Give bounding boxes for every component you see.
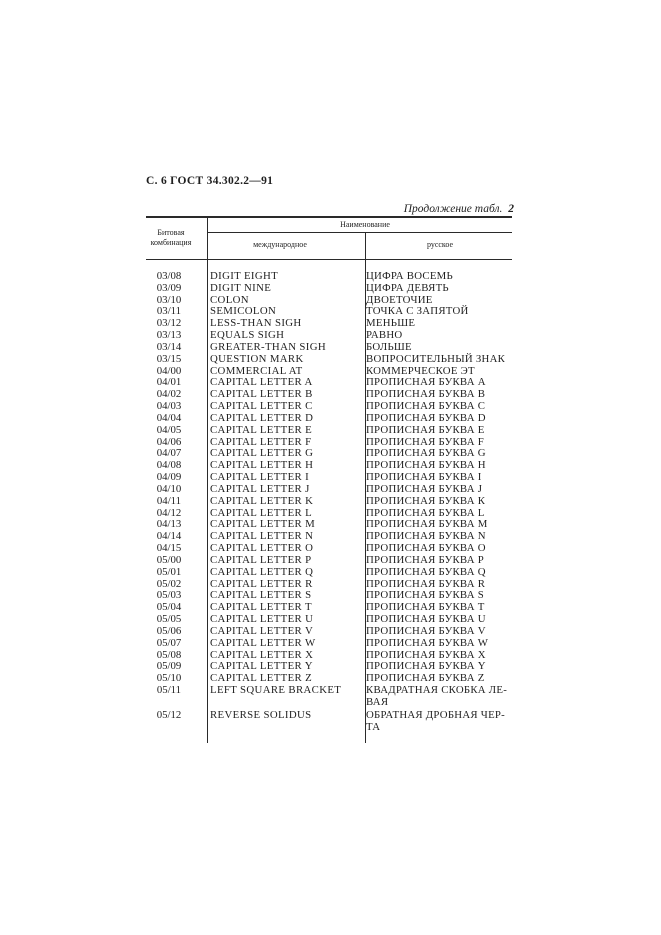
bit-combination-cell: 04/02 [156,388,182,401]
bit-combination-cell: 05/10 [156,672,182,685]
russian-name-cell: ПРОПИСНАЯ БУКВА С [366,400,486,413]
russian-name-cell: ТОЧКА С ЗАПЯТОЙ [366,305,469,318]
table-row [140,507,520,519]
bit-combination-cell: 04/01 [156,376,182,389]
bit-combination-cell: 04/15 [156,542,182,555]
table-row [140,459,520,471]
table-row [140,483,520,495]
bit-combination-cell: 04/05 [156,423,182,436]
russian-name-cell: ОБРАТНАЯ ДРОБНАЯ ЧЕР- [366,709,506,722]
international-name-cell: CAPITAL LETTER Q [210,565,314,578]
international-name-cell: CAPITAL LETTER N [210,530,314,543]
russian-name-cell: ЦИФРА ДЕВЯТЬ [366,281,449,294]
international-name-cell: CAPITAL LETTER Z [210,672,313,685]
russian-name-cell: ПРОПИСНАЯ БУКВА G [366,447,486,460]
international-name-cell: COMMERCIAL AT [210,364,303,377]
bit-combination-cell: 03/12 [156,317,182,330]
russian-name-cell: ПРОПИСНАЯ БУКВА R [366,577,486,590]
table-row [140,317,520,329]
table-row [140,412,520,424]
international-name-cell: CAPITAL LETTER G [210,447,314,460]
international-name-cell: CAPITAL LETTER S [210,589,312,602]
russian-name-cell: ПРОПИСНАЯ БУКВА Н [366,459,486,472]
international-name-cell: LESS-THAN SIGH [210,317,302,330]
russian-name-cell: ПРОПИСНАЯ БУКВА S [366,589,484,602]
russian-name-cell: ПРОПИСНАЯ БУКВА О [366,542,486,555]
bit-combination-cell: 04/14 [156,530,182,543]
bit-combination-cell: 03/15 [156,352,182,365]
table-caption [404,203,514,215]
bit-combination-cell: 05/08 [156,648,182,661]
table-row [140,424,520,436]
table-row [140,270,520,282]
bit-combination-cell: 03/11 [156,305,182,318]
bit-combination-cell: 05/07 [156,636,182,649]
table-row [140,709,520,721]
russian-name-cell: ПРОПИСНАЯ БУКВА V [366,624,486,637]
russian-name-cell: ПРОПИСНАЯ БУКВА Т [366,601,485,614]
table-row [140,542,520,554]
russian-name-cell: ПРОПИСНАЯ БУКВА Х [366,648,486,661]
russian-name-cell: ПРОПИСНАЯ БУКВА М [366,518,488,531]
international-name-cell: DIGIT EIGHT [210,270,279,282]
header-russian: русское [426,240,454,249]
table-row [140,329,520,341]
russian-name-cell: РАВНО [366,329,403,342]
table-row [140,530,520,542]
international-name-cell: LEFT SQUARE BRACKET [210,684,342,697]
table-row [140,376,520,388]
bit-combination-cell: 05/05 [156,613,182,626]
table-row-continuation [140,696,520,708]
international-name-cell: CAPITAL LETTER M [210,518,316,531]
international-name-cell: CAPITAL LETTER T [210,601,312,614]
russian-name-cell: ПРОПИСНАЯ БУКВА К [366,494,486,507]
russian-name-cell-continued: ВАЯ [366,695,389,708]
russian-name-cell: ЦИФРА ВОСЕМЬ [366,270,453,282]
table-row [140,649,520,661]
table-row [140,400,520,412]
table-caption-text: Продолжение табл. [403,203,503,215]
table-row [140,518,520,530]
table-row [140,566,520,578]
international-name-cell: CAPITAL LETTER K [210,494,314,507]
table-top-rule [146,216,512,218]
bit-combination-cell: 05/01 [156,565,182,578]
international-name-cell: CAPITAL LETTER J [210,482,310,495]
russian-name-cell: ПРОПИСНАЯ БУКВА D [366,411,486,424]
international-name-cell: CAPITAL LETTER H [210,459,314,472]
bit-combination-cell: 04/10 [156,482,182,495]
bit-combination-cell: 05/03 [156,589,182,602]
table-caption-number: 2 [508,203,514,215]
international-name-cell: CAPITAL LETTER L [210,506,313,519]
international-name-cell: CAPITAL LETTER A [210,376,313,389]
international-name-cell: CAPITAL LETTER E [210,423,313,436]
table-row [140,578,520,590]
bit-combination-cell: 05/11 [156,684,182,697]
russian-name-cell: ПРОПИСНАЯ БУКВА F [366,435,484,448]
table-row [140,684,520,696]
russian-name-cell: ПРОПИСНАЯ БУКВА W [366,636,489,649]
table-row [140,365,520,377]
russian-name-cell-continued: ТА [366,721,381,734]
international-name-cell: EQUALS SIGH [210,329,285,342]
international-name-cell: REVERSE SOLIDUS [210,709,312,722]
russian-name-cell: ДВОЕТОЧИЕ [366,293,433,306]
table-row [140,613,520,625]
table-row [140,660,520,672]
russian-name-cell: ПРОПИСНАЯ БУКВА I [366,471,482,484]
table-row [140,294,520,306]
russian-name-cell: КВАДРАТНАЯ СКОБКА ЛЕ- [366,684,508,697]
table-row [140,625,520,637]
table-row [140,447,520,459]
russian-name-cell: ПРОПИСНАЯ БУКВА Р [366,553,484,566]
table-row [140,388,520,400]
bit-combination-cell: 03/14 [156,340,182,353]
russian-name-cell: ПРОПИСНАЯ БУКВА А [366,376,486,389]
header-name-group: Наименование [340,220,390,229]
bit-combination-cell: 05/04 [156,601,182,614]
bit-combination-cell: 04/06 [156,435,182,448]
international-name-cell: CAPITAL LETTER V [210,624,314,637]
header-bit-combination: Битовая комбинация [150,228,192,247]
russian-name-cell: ВОПРОСИТЕЛЬНЫЙ ЗНАК [366,352,506,365]
russian-name-cell: ПРОПИСНАЯ БУКВА L [366,506,485,519]
russian-name-cell: ПРОПИСНАЯ БУКВА Е [366,423,485,436]
bit-combination-cell: 04/09 [156,471,182,484]
international-name-cell: QUESTION MARK [210,352,304,365]
russian-name-cell: ПРОПИСНАЯ БУКВА N [366,530,486,543]
table-row [140,341,520,353]
table-row [140,672,520,684]
international-name-cell: CAPITAL LETTER O [210,542,314,555]
international-name-cell: GREATER-THAN SIGH [210,340,327,353]
bit-combination-cell: 03/09 [156,281,182,294]
table-row [140,305,520,317]
russian-name-cell: ПРОПИСНАЯ БУКВА U [366,613,486,626]
russian-name-cell: КОММЕРЧЕСКОЕ ЭТ [366,364,475,377]
international-name-cell: CAPITAL LETTER U [210,613,314,626]
international-name-cell: CAPITAL LETTER B [210,388,313,401]
international-name-cell: SEMICOLON [210,305,277,318]
table-row-continuation [140,721,520,733]
international-name-cell: CAPITAL LETTER R [210,577,313,590]
header-bottom-rule [146,259,512,260]
international-name-cell: COLON [210,293,249,306]
table-row [140,554,520,566]
bit-combination-cell: 04/00 [156,364,182,377]
bit-combination-cell: 04/11 [156,494,182,507]
russian-name-cell: ПРОПИСНАЯ БУКВА Q [366,565,486,578]
russian-name-cell: БОЛЬШЕ [366,340,412,353]
table-row [140,471,520,483]
bit-combination-cell: 05/06 [156,624,182,637]
international-name-cell: CAPITAL LETTER W [210,636,316,649]
table-row [140,637,520,649]
bit-combination-cell: 03/08 [156,270,182,282]
bit-combination-cell: 03/10 [156,293,182,306]
header-international: международное [253,240,307,249]
russian-name-cell: ПРОПИСНАЯ БУКВА В [366,388,486,401]
bit-combination-cell: 05/02 [156,577,182,590]
table-row [140,353,520,365]
table-row [140,436,520,448]
international-name-cell: CAPITAL LETTER F [210,435,312,448]
table-row [140,601,520,613]
international-name-cell: DIGIT NINE [210,281,272,294]
international-name-cell: CAPITAL LETTER P [210,553,312,566]
table-row [140,589,520,601]
bit-combination-cell: 04/07 [156,447,182,460]
international-name-cell: CAPITAL LETTER C [210,400,313,413]
international-name-cell: CAPITAL LETTER D [210,411,314,424]
bit-combination-cell: 05/00 [156,553,182,566]
bit-combination-cell: 05/09 [156,660,182,673]
bit-combination-cell: 04/13 [156,518,182,531]
russian-name-cell: МЕНЬШЕ [366,317,416,330]
bit-combination-cell: 03/13 [156,329,182,342]
bit-combination-cell: 04/12 [156,506,182,519]
international-name-cell: CAPITAL LETTER I [210,471,310,484]
page-header: С. 6 ГОСТ 34.302.2—91 [146,175,274,187]
russian-name-cell: ПРОПИСНАЯ БУКВА Y [366,660,486,673]
bit-combination-cell: 04/04 [156,411,182,424]
table-row [140,495,520,507]
table-row [140,282,520,294]
international-name-cell: CAPITAL LETTER X [210,648,314,661]
russian-name-cell: ПРОПИСНАЯ БУКВА J [366,482,483,495]
international-name-cell: CAPITAL LETTER Y [210,660,313,673]
bit-combination-cell: 04/03 [156,400,182,413]
group-header-rule [207,232,512,233]
russian-name-cell: ПРОПИСНАЯ БУКВА Z [366,672,485,685]
bit-combination-cell: 05/12 [156,709,182,722]
bit-combination-cell: 04/08 [156,459,182,472]
